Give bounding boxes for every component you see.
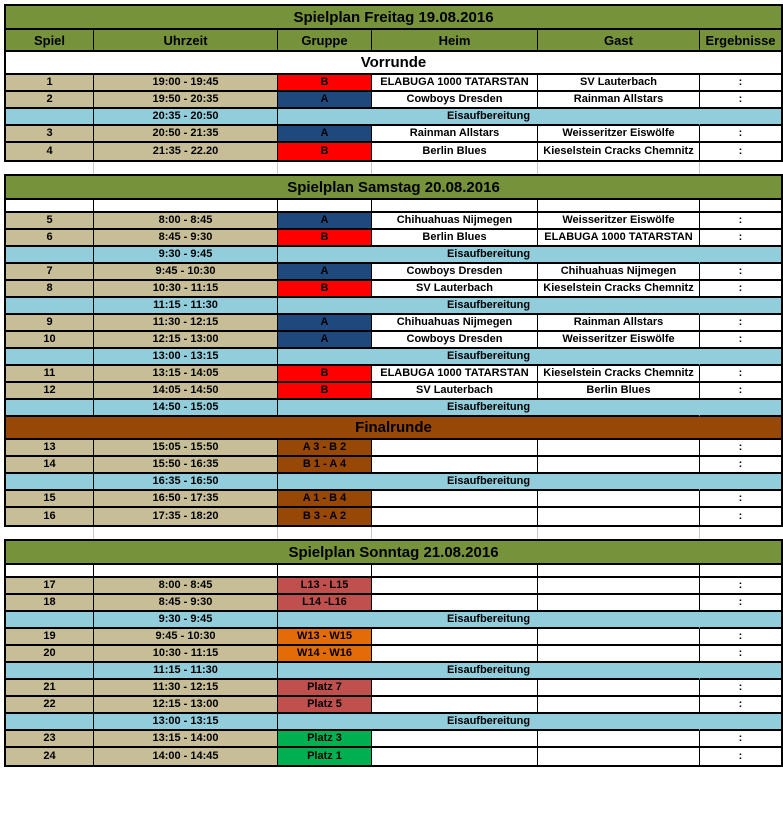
ergebnis-cell[interactable]: : <box>700 92 781 109</box>
game-row <box>6 491 781 508</box>
empty-cell <box>94 200 278 213</box>
spiel-cell: 23 <box>6 731 94 748</box>
uhrzeit-cell: 9:45 - 10:30 <box>94 629 278 646</box>
ergebnis-cell <box>700 349 781 366</box>
spiel-cell: 4 <box>6 143 94 160</box>
eis-label-cell: Eisaufbereitung <box>278 474 700 491</box>
game-row <box>6 731 781 748</box>
uhrzeit-cell: 20:35 - 20:50 <box>94 109 278 126</box>
ice-resurfacing-row <box>6 612 781 629</box>
heim-cell <box>372 629 538 646</box>
gap-gridline-cell <box>94 527 278 539</box>
spiel-cell: 20 <box>6 646 94 663</box>
uhrzeit-cell: 16:35 - 16:50 <box>94 474 278 491</box>
gap-gridline-cell <box>700 162 781 174</box>
ergebnis-cell[interactable]: : <box>700 264 781 281</box>
uhrzeit-cell: 13:15 - 14:00 <box>94 731 278 748</box>
ergebnis-cell[interactable]: : <box>700 75 781 92</box>
column-header-heim: Heim <box>372 30 538 52</box>
uhrzeit-cell: 13:15 - 14:05 <box>94 366 278 383</box>
spiel-cell: 7 <box>6 264 94 281</box>
ergebnis-cell[interactable]: : <box>700 383 781 400</box>
table-title-row <box>6 176 781 200</box>
heim-cell: Berlin Blues <box>372 230 538 247</box>
uhrzeit-cell: 11:30 - 12:15 <box>94 680 278 697</box>
uhrzeit-cell: 14:05 - 14:50 <box>94 383 278 400</box>
eis-label-cell: Eisaufbereitung <box>278 247 700 264</box>
uhrzeit-cell: 8:00 - 8:45 <box>94 578 278 595</box>
section-row-finalrunde <box>6 417 781 440</box>
uhrzeit-cell: 10:30 - 11:15 <box>94 646 278 663</box>
gruppe-cell: B <box>278 75 372 92</box>
uhrzeit-cell: 16:50 - 17:35 <box>94 491 278 508</box>
empty-cell <box>94 565 278 578</box>
heim-cell <box>372 595 538 612</box>
empty-cell <box>6 565 94 578</box>
gruppe-cell: B 3 - A 2 <box>278 508 372 525</box>
eis-label-cell: Eisaufbereitung <box>278 612 700 629</box>
heim-cell: ELABUGA 1000 TATARSTAN <box>372 75 538 92</box>
ergebnis-cell[interactable]: : <box>700 230 781 247</box>
spiel-cell: 12 <box>6 383 94 400</box>
gast-cell <box>538 440 700 457</box>
heim-cell: Chihuahuas Nijmegen <box>372 315 538 332</box>
uhrzeit-cell: 8:45 - 9:30 <box>94 230 278 247</box>
column-header-spiel: Spiel <box>6 30 94 52</box>
ergebnis-cell[interactable]: : <box>700 748 781 765</box>
spiel-cell: 24 <box>6 748 94 765</box>
spiel-cell: 16 <box>6 508 94 525</box>
ergebnis-cell[interactable]: : <box>700 646 781 663</box>
gast-cell: Berlin Blues <box>538 383 700 400</box>
column-header-ergebnisse: Ergebnisse <box>700 30 781 52</box>
ergebnis-cell[interactable]: : <box>700 457 781 474</box>
gast-cell: Kieselstein Cracks Chemnitz <box>538 366 700 383</box>
uhrzeit-cell: 21:35 - 22.20 <box>94 143 278 160</box>
table-title: Spielplan Freitag 19.08.2016 <box>6 6 781 30</box>
table-title-row <box>6 541 781 565</box>
gruppe-cell: A <box>278 92 372 109</box>
spiel-cell: 15 <box>6 491 94 508</box>
game-row <box>6 440 781 457</box>
heim-cell: SV Lauterbach <box>372 383 538 400</box>
gap-gridline-cell <box>372 527 538 539</box>
heim-cell: Berlin Blues <box>372 143 538 160</box>
gruppe-cell: A 3 - B 2 <box>278 440 372 457</box>
game-row <box>6 315 781 332</box>
gruppe-cell: A <box>278 332 372 349</box>
section-title: Vorrunde <box>6 52 781 75</box>
gruppe-cell: A <box>278 126 372 143</box>
eis-label-cell: Eisaufbereitung <box>278 298 700 315</box>
game-row <box>6 332 781 349</box>
ice-resurfacing-row <box>6 474 781 491</box>
schedule-table-samstag <box>4 174 783 527</box>
gap-gridline-cell <box>372 162 538 174</box>
spiel-cell: 14 <box>6 457 94 474</box>
gast-cell: Kieselstein Cracks Chemnitz <box>538 281 700 298</box>
empty-cell <box>700 565 781 578</box>
heim-cell <box>372 748 538 765</box>
gruppe-cell: Platz 5 <box>278 697 372 714</box>
heim-cell: ELABUGA 1000 TATARSTAN <box>372 366 538 383</box>
gruppe-cell: W13 - W15 <box>278 629 372 646</box>
eis-label-cell: Eisaufbereitung <box>278 400 700 417</box>
spiel-cell: 5 <box>6 213 94 230</box>
uhrzeit-cell: 13:00 - 13:15 <box>94 349 278 366</box>
empty-cell <box>6 200 94 213</box>
eis-label-cell: Eisaufbereitung <box>278 714 700 731</box>
gast-cell <box>538 629 700 646</box>
section-title: Finalrunde <box>6 417 781 440</box>
game-row <box>6 213 781 230</box>
uhrzeit-cell: 11:15 - 11:30 <box>94 663 278 680</box>
uhrzeit-cell: 14:50 - 15:05 <box>94 400 278 417</box>
ergebnis-cell <box>700 109 781 126</box>
heim-cell <box>372 646 538 663</box>
heim-cell: SV Lauterbach <box>372 281 538 298</box>
spiel-cell <box>6 400 94 417</box>
gruppe-cell: W14 - W16 <box>278 646 372 663</box>
heim-cell <box>372 731 538 748</box>
heim-cell <box>372 508 538 525</box>
empty-cell <box>700 200 781 213</box>
ice-resurfacing-row <box>6 349 781 366</box>
ice-resurfacing-row <box>6 663 781 680</box>
schedule-sheet <box>4 4 783 767</box>
gast-cell <box>538 508 700 525</box>
spiel-cell: 17 <box>6 578 94 595</box>
ergebnis-cell[interactable]: : <box>700 508 781 525</box>
empty-cell <box>372 565 538 578</box>
uhrzeit-cell: 8:45 - 9:30 <box>94 595 278 612</box>
spiel-cell <box>6 109 94 126</box>
ergebnis-cell <box>700 247 781 264</box>
ice-resurfacing-row <box>6 714 781 731</box>
spiel-cell <box>6 474 94 491</box>
uhrzeit-cell: 11:15 - 11:30 <box>94 298 278 315</box>
spiel-cell: 9 <box>6 315 94 332</box>
gast-cell <box>538 731 700 748</box>
gast-cell <box>538 748 700 765</box>
uhrzeit-cell: 9:30 - 9:45 <box>94 612 278 629</box>
gast-cell: Weisseritzer Eiswölfe <box>538 213 700 230</box>
empty-cell <box>538 200 700 213</box>
gruppe-cell: B <box>278 281 372 298</box>
game-row <box>6 366 781 383</box>
gruppe-cell: Platz 3 <box>278 731 372 748</box>
gap-gridline-cell <box>278 527 372 539</box>
gap-gridline-cell <box>538 527 700 539</box>
gap-gridline-cell <box>538 162 700 174</box>
gast-cell <box>538 680 700 697</box>
gruppe-cell: A <box>278 213 372 230</box>
gruppe-cell: Platz 7 <box>278 680 372 697</box>
game-row <box>6 578 781 595</box>
gruppe-cell: Platz 1 <box>278 748 372 765</box>
ergebnis-cell[interactable]: : <box>700 578 781 595</box>
gast-cell: ELABUGA 1000 TATARSTAN <box>538 230 700 247</box>
empty-cell <box>278 200 372 213</box>
game-row <box>6 264 781 281</box>
section-row-vorrunde <box>6 52 781 75</box>
gruppe-cell: L13 - L15 <box>278 578 372 595</box>
column-header-uhrzeit: Uhrzeit <box>94 30 278 52</box>
uhrzeit-cell: 12:15 - 13:00 <box>94 332 278 349</box>
game-row <box>6 680 781 697</box>
spiel-cell <box>6 612 94 629</box>
uhrzeit-cell: 19:00 - 19:45 <box>94 75 278 92</box>
gruppe-cell: A <box>278 264 372 281</box>
ice-resurfacing-row <box>6 247 781 264</box>
heim-cell: Rainman Allstars <box>372 126 538 143</box>
spiel-cell: 3 <box>6 126 94 143</box>
ergebnis-cell[interactable]: : <box>700 680 781 697</box>
spiel-cell: 19 <box>6 629 94 646</box>
eis-label-cell: Eisaufbereitung <box>278 109 700 126</box>
game-row <box>6 457 781 474</box>
spiel-cell <box>6 663 94 680</box>
spiel-cell <box>6 714 94 731</box>
ergebnis-cell[interactable]: : <box>700 332 781 349</box>
gruppe-cell: B 1 - A 4 <box>278 457 372 474</box>
table-title-row <box>6 6 781 30</box>
heim-cell <box>372 578 538 595</box>
ergebnis-cell <box>700 400 781 417</box>
spiel-cell: 11 <box>6 366 94 383</box>
game-row <box>6 595 781 612</box>
gast-cell: Rainman Allstars <box>538 92 700 109</box>
gast-cell: Weisseritzer Eiswölfe <box>538 126 700 143</box>
spiel-cell: 13 <box>6 440 94 457</box>
gruppe-cell: A 1 - B 4 <box>278 491 372 508</box>
ergebnis-cell[interactable]: : <box>700 731 781 748</box>
gast-cell: Weisseritzer Eiswölfe <box>538 332 700 349</box>
heim-cell <box>372 457 538 474</box>
ergebnis-cell[interactable]: : <box>700 143 781 160</box>
ergebnis-cell[interactable]: : <box>700 697 781 714</box>
gruppe-cell: B <box>278 230 372 247</box>
gast-cell: Kieselstein Cracks Chemnitz <box>538 143 700 160</box>
gruppe-cell: L14 -L16 <box>278 595 372 612</box>
ergebnis-cell <box>700 714 781 731</box>
ergebnis-cell[interactable]: : <box>700 281 781 298</box>
column-header-row <box>6 30 781 52</box>
game-row <box>6 697 781 714</box>
gap-gridline-cell <box>94 162 278 174</box>
schedule-table-freitag <box>4 4 783 162</box>
uhrzeit-cell: 13:00 - 13:15 <box>94 714 278 731</box>
empty-cell <box>372 200 538 213</box>
uhrzeit-cell: 10:30 - 11:15 <box>94 281 278 298</box>
spiel-cell: 2 <box>6 92 94 109</box>
gruppe-cell: A <box>278 315 372 332</box>
game-row <box>6 383 781 400</box>
spiel-cell: 18 <box>6 595 94 612</box>
ergebnis-cell <box>700 474 781 491</box>
uhrzeit-cell: 14:00 - 14:45 <box>94 748 278 765</box>
gast-cell: SV Lauterbach <box>538 75 700 92</box>
spiel-cell: 8 <box>6 281 94 298</box>
uhrzeit-cell: 17:35 - 18:20 <box>94 508 278 525</box>
game-row <box>6 230 781 247</box>
ergebnis-cell[interactable]: : <box>700 440 781 457</box>
eis-label-cell: Eisaufbereitung <box>278 663 700 680</box>
gast-cell <box>538 457 700 474</box>
uhrzeit-cell: 15:05 - 15:50 <box>94 440 278 457</box>
ice-resurfacing-row <box>6 109 781 126</box>
ergebnis-cell[interactable]: : <box>700 491 781 508</box>
heim-cell: Cowboys Dresden <box>372 264 538 281</box>
gast-cell <box>538 697 700 714</box>
uhrzeit-cell: 9:30 - 9:45 <box>94 247 278 264</box>
column-header-gruppe: Gruppe <box>278 30 372 52</box>
gast-cell: Rainman Allstars <box>538 315 700 332</box>
uhrzeit-cell: 15:50 - 16:35 <box>94 457 278 474</box>
ergebnis-cell[interactable]: : <box>700 315 781 332</box>
spiel-cell <box>6 349 94 366</box>
gast-cell <box>538 595 700 612</box>
gap-gridline-cell <box>6 162 94 174</box>
table-title: Spielplan Sonntag 21.08.2016 <box>6 541 781 565</box>
heim-cell: Chihuahuas Nijmegen <box>372 213 538 230</box>
game-row <box>6 92 781 109</box>
game-row <box>6 75 781 92</box>
uhrzeit-cell: 12:15 - 13:00 <box>94 697 278 714</box>
spiel-cell: 1 <box>6 75 94 92</box>
gap-gridline-cell <box>6 527 94 539</box>
gap-gridline-cell <box>700 527 781 539</box>
ergebnis-cell[interactable]: : <box>700 629 781 646</box>
gast-cell <box>538 491 700 508</box>
game-row <box>6 508 781 525</box>
ergebnis-cell[interactable]: : <box>700 595 781 612</box>
spiel-cell: 10 <box>6 332 94 349</box>
uhrzeit-cell: 19:50 - 20:35 <box>94 92 278 109</box>
table-title: Spielplan Samstag 20.08.2016 <box>6 176 781 200</box>
uhrzeit-cell: 9:45 - 10:30 <box>94 264 278 281</box>
empty-cell <box>538 565 700 578</box>
column-header-gast: Gast <box>538 30 700 52</box>
ergebnis-cell <box>700 663 781 680</box>
gruppe-cell: B <box>278 366 372 383</box>
spiel-cell: 22 <box>6 697 94 714</box>
gast-cell <box>538 646 700 663</box>
heim-cell: Cowboys Dresden <box>372 92 538 109</box>
ergebnis-cell[interactable]: : <box>700 366 781 383</box>
spiel-cell: 6 <box>6 230 94 247</box>
gast-cell <box>538 578 700 595</box>
ergebnis-cell[interactable]: : <box>700 213 781 230</box>
ice-resurfacing-row <box>6 400 781 417</box>
table-gap <box>6 162 781 174</box>
heim-cell <box>372 491 538 508</box>
ergebnis-cell <box>700 612 781 629</box>
spiel-cell <box>6 298 94 315</box>
empty-row <box>6 200 781 213</box>
game-row <box>6 646 781 663</box>
game-row <box>6 281 781 298</box>
gruppe-cell: B <box>278 383 372 400</box>
schedule-table-sonntag <box>4 539 783 767</box>
ice-resurfacing-row <box>6 298 781 315</box>
game-row <box>6 629 781 646</box>
gast-cell: Chihuahuas Nijmegen <box>538 264 700 281</box>
empty-cell <box>278 565 372 578</box>
table-gap <box>6 527 781 539</box>
heim-cell: Cowboys Dresden <box>372 332 538 349</box>
heim-cell <box>372 440 538 457</box>
uhrzeit-cell: 20:50 - 21:35 <box>94 126 278 143</box>
gruppe-cell: B <box>278 143 372 160</box>
spiel-cell: 21 <box>6 680 94 697</box>
game-row <box>6 143 781 160</box>
ergebnis-cell[interactable]: : <box>700 126 781 143</box>
heim-cell <box>372 680 538 697</box>
eis-label-cell: Eisaufbereitung <box>278 349 700 366</box>
game-row <box>6 748 781 765</box>
empty-row <box>6 565 781 578</box>
spiel-cell <box>6 247 94 264</box>
ergebnis-cell <box>700 298 781 315</box>
uhrzeit-cell: 8:00 - 8:45 <box>94 213 278 230</box>
uhrzeit-cell: 11:30 - 12:15 <box>94 315 278 332</box>
heim-cell <box>372 697 538 714</box>
gap-gridline-cell <box>278 162 372 174</box>
game-row <box>6 126 781 143</box>
